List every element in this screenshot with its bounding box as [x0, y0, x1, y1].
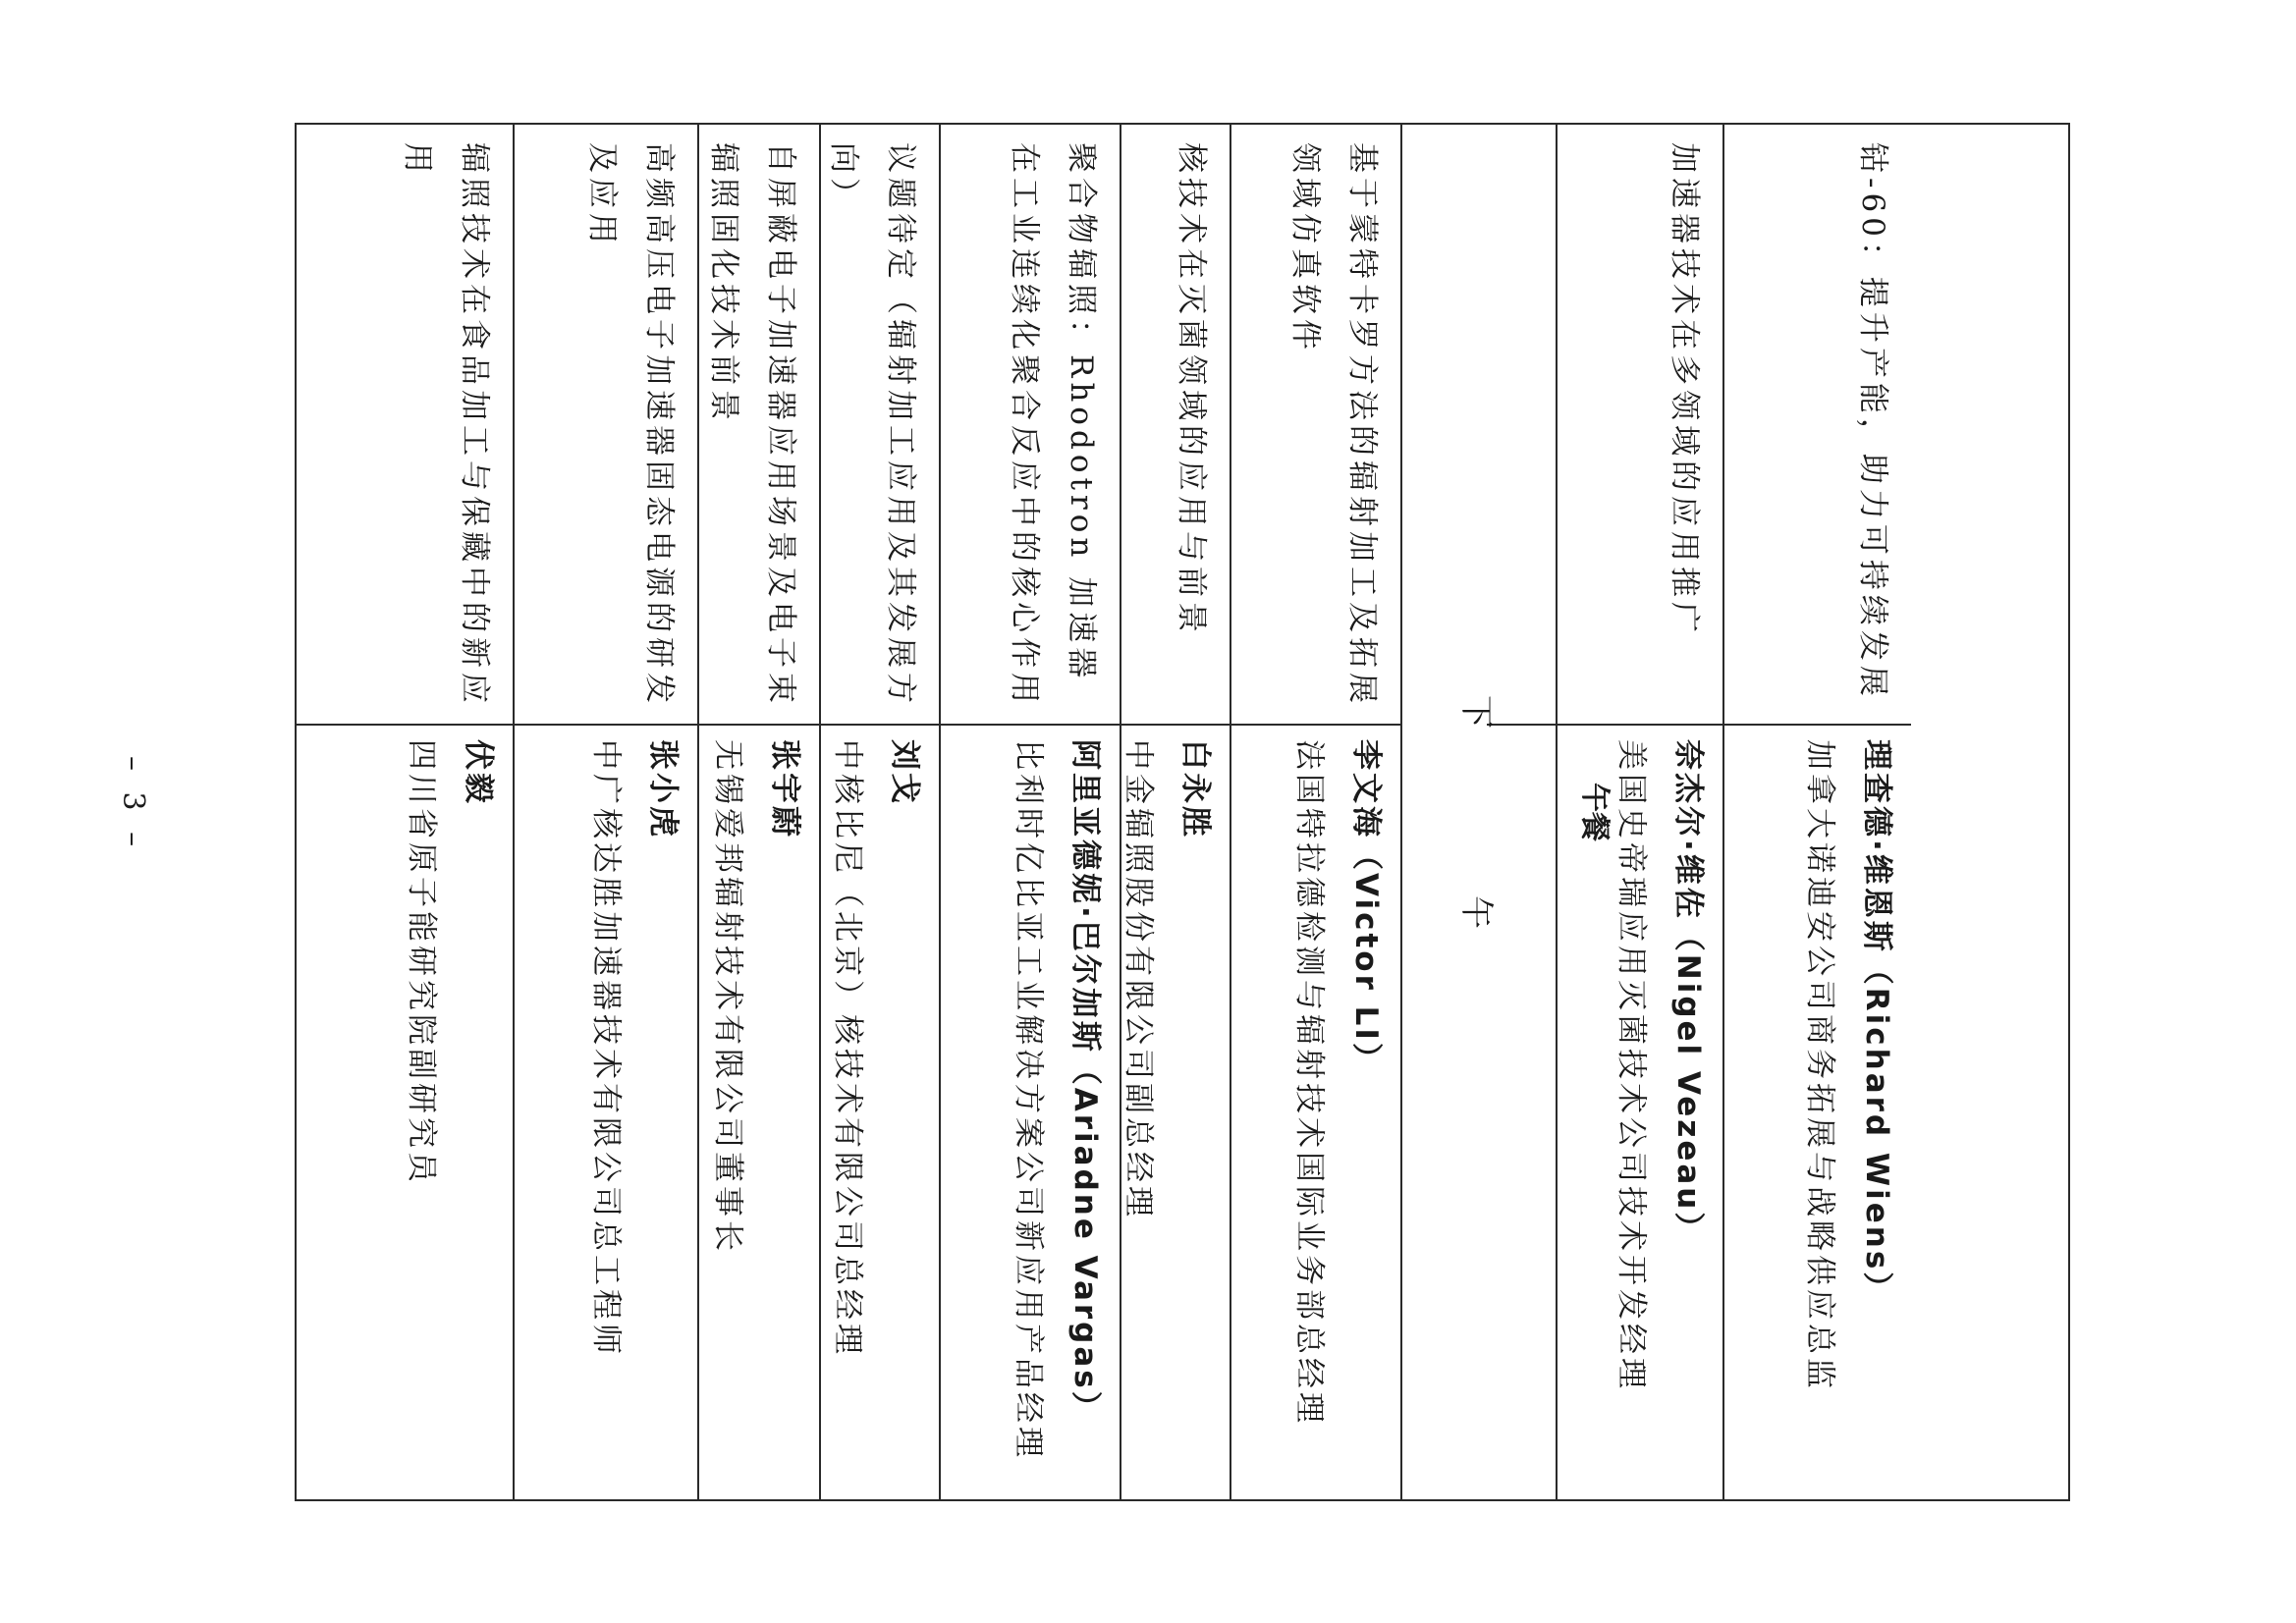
talk-topic: 基于蒙特卡罗方法的辐射加工及拓展领域仿真软件: [1231, 125, 1400, 726]
talk-topic: 聚合物辐照：Rhodotron 加速器在工业连续化聚合反应中的核心作用: [939, 125, 1120, 726]
speaker-name: 刘戈: [887, 739, 922, 806]
speaker-organization: 美国史帝瑞应用灭菌技术公司技术开发经理: [1613, 739, 1649, 1392]
schedule-table: [295, 123, 2070, 1497]
speaker-name: 理查德·维恩斯（Richard Wiens）: [1859, 739, 1894, 1306]
afternoon-label: 下午: [1400, 125, 1558, 1499]
speaker-name: 阿里亚德妮·巴尔加斯（Ariadne Vargas）: [1067, 739, 1103, 1425]
talk-topic: 钴-60：提升产能，助力可持续发展: [1724, 125, 1911, 726]
speaker-name: 白永胜: [1177, 739, 1213, 839]
speaker-name: 张宇蔚: [767, 739, 802, 839]
agenda-row: [1120, 125, 1231, 1499]
talk-topic: 自屏蔽电子加速器应用场景及电子束辐照固化技术前景: [697, 125, 819, 726]
speaker-cell: [513, 726, 697, 1499]
speaker-cell: [1120, 726, 1230, 1499]
agenda-row: [513, 125, 699, 1499]
speaker-name: 奈杰尔·维佐（Nigel Vezeau）: [1670, 739, 1706, 1246]
talk-topic: 辐照技术在食品加工与保藏中的新应用: [295, 125, 513, 726]
speaker-organization: 无锡爱邦辐射技术有限公司董事长: [710, 739, 745, 1255]
agenda-row: [819, 125, 941, 1499]
speaker-organization: 加拿大诺迪安公司商务拓展与战略供应总监: [1802, 739, 1837, 1392]
speaker-name: 李文海（Victor LI）: [1348, 739, 1384, 1076]
talk-topic: 核技术在灭菌领域的应用与前景: [1120, 125, 1230, 726]
speaker-organization: 比利时亿比亚工业解决方案公司新应用产品经理: [1011, 739, 1046, 1461]
speaker-name: 张小虎: [645, 739, 681, 839]
talk-topic: 加速器技术在多领域的应用推广: [1487, 125, 1722, 726]
lunch-label: 午餐: [1577, 783, 1612, 841]
speaker-cell: [1724, 726, 1911, 1499]
speaker-cell: [1231, 726, 1400, 1499]
speaker-organization: 中核比尼（北京）核技术有限公司总经理: [830, 739, 865, 1358]
schedule-sheet: [295, 123, 2070, 1497]
talk-topic: 高频高压电子加速器固态电源的研发及应用: [513, 125, 697, 726]
speaker-organization: 法国特拉德检测与辐射技术国际业务部总经理: [1291, 739, 1327, 1427]
speaker-name: 伏毅: [461, 739, 496, 806]
speaker-organization: 四川省原子能研究院副研究员: [404, 739, 439, 1186]
speaker-cell: [939, 726, 1120, 1499]
speaker-organization: 中金辐照股份有限公司副总经理: [1121, 739, 1156, 1220]
agenda-row: [295, 125, 515, 1499]
speaker-cell: [295, 726, 513, 1499]
speaker-cell: [819, 726, 939, 1499]
agenda-row: [1231, 125, 1400, 1499]
speaker-organization: 中广核达胜加速器技术有限公司总工程师: [588, 739, 624, 1358]
afternoon-section: [295, 123, 1558, 1501]
agenda-row: [1724, 125, 1911, 1499]
page-number: – 3 –: [116, 756, 150, 853]
lunch-row: [1556, 123, 1638, 1501]
talk-topic: 议题待定（辐射加工应用及其发展方向）: [819, 125, 939, 726]
agenda-row: [697, 125, 821, 1499]
agenda-row: [939, 125, 1121, 1499]
speaker-cell: [697, 726, 819, 1499]
